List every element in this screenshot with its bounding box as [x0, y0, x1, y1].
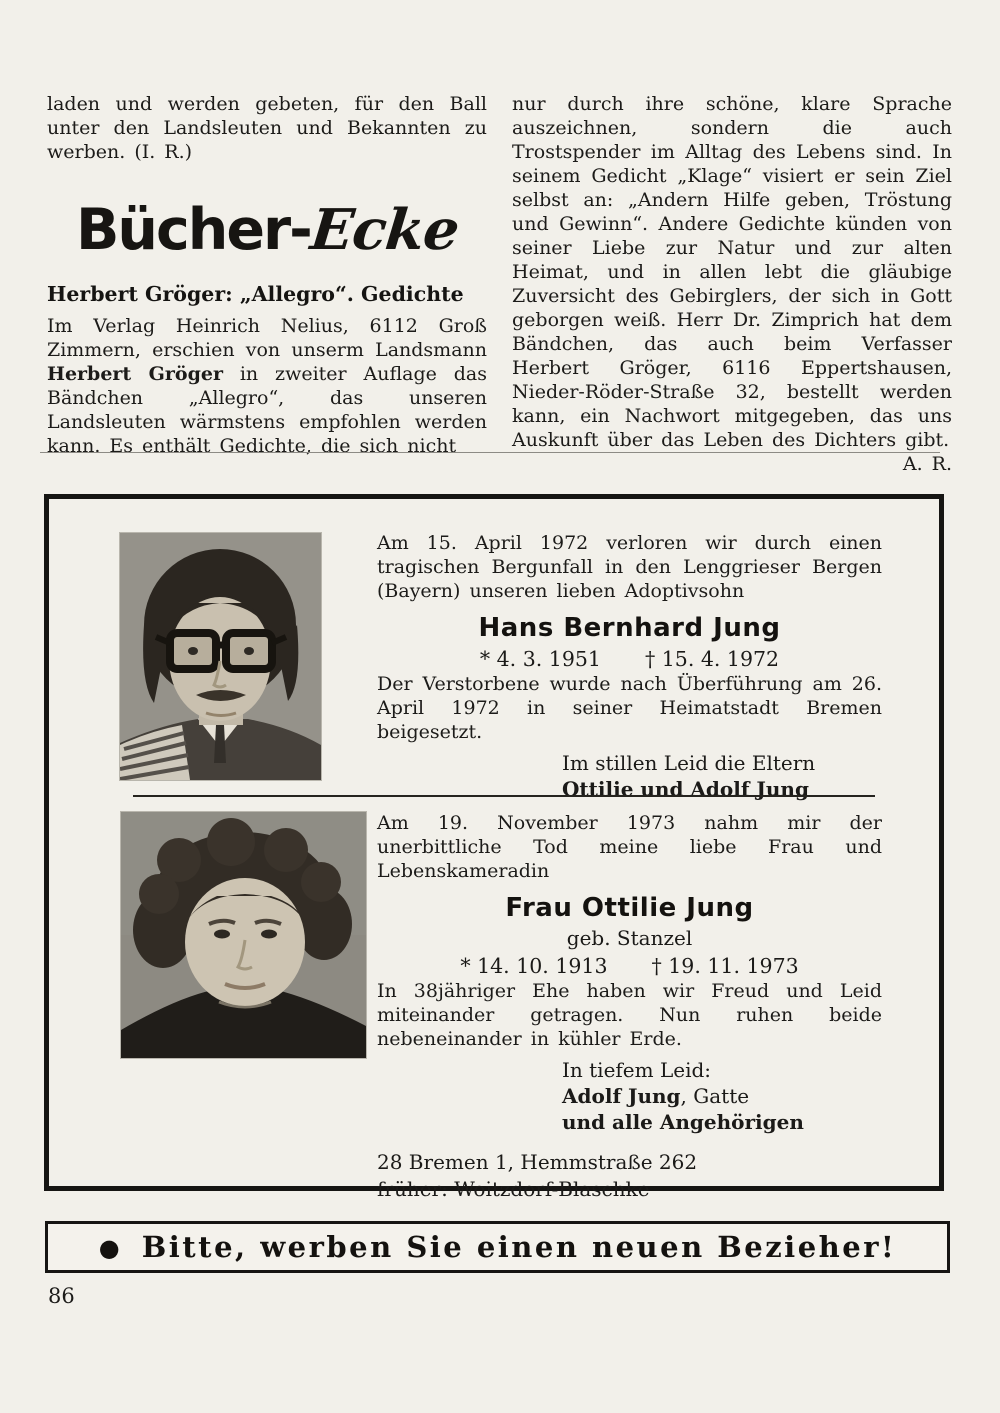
headline-script-part: Ecke	[307, 197, 462, 263]
life-dates	[377, 953, 882, 979]
mourner-line	[562, 1083, 882, 1109]
review-paragraph-continued	[512, 92, 952, 475]
address-line-1: 28 Bremen 1, Hemmstraße 262	[377, 1150, 698, 1174]
maiden-name: geb. Stanzel	[566, 926, 693, 950]
obituary-hans-bernhard-jung	[377, 531, 882, 802]
deceased-name: Frau Ottilie Jung	[505, 893, 754, 923]
review-author-name: Herbert Gröger	[47, 363, 223, 385]
birth-date: * 4. 3. 1951	[479, 647, 601, 671]
banner-text: Bitte, werben Sie einen neuen Bezieher!	[141, 1230, 897, 1264]
death-date: † 15. 4. 1972	[644, 647, 780, 671]
section-headline	[47, 198, 487, 268]
section-divider-line	[40, 452, 940, 453]
bullet-icon: ●	[98, 1232, 120, 1262]
mourner-relation: , Gatte	[680, 1084, 750, 1108]
review-title: Herbert Gröger: „Allegro“. Gedichte	[47, 282, 464, 306]
review-text-before: Im Verlag Heinrich Nelius, 6112 Groß Zimmern, erschien von unserm Landsmann	[47, 315, 487, 361]
article-right-column	[512, 92, 952, 476]
mourner-name: Adolf Jung	[562, 1084, 681, 1108]
review-text-after: in zweiter Auflage das Bändchen „Allegro“, das unseren Landsleuten wärmstens empfohlen werden kann. Es enthält Gedichte, die sich nicht	[47, 363, 487, 457]
obituary-body: Der Verstorbene wurde nach Überführung am 26. April 1972 in seiner Heimatstadt Bremen beigesetzt.	[377, 673, 882, 743]
obituary-body: In 38jähriger Ehe haben wir Freud und Leid miteinander getragen. Nun ruhen beide nebeneinander in kühler Erde.	[377, 980, 882, 1050]
mourning-line: Im stillen Leid die Eltern	[562, 751, 816, 775]
reviewer-initials: A. R.	[902, 453, 952, 475]
mourning-block	[562, 1057, 882, 1135]
mourners-names: Ottilie und Adolf Jung	[562, 777, 809, 801]
article-intro-paragraph: laden und werden gebeten, für den Ball unter den Landsleuten und Bekannten zu werben. (I. R.)	[47, 93, 487, 163]
death-date: † 19. 11. 1973	[651, 954, 799, 978]
deceased-name: Hans Bernhard Jung	[478, 613, 781, 643]
obituary-intro: Am 15. April 1972 verloren wir durch einen tragischen Bergunfall in den Lenggrieser Bergen (Bayern) unseren lieben Adoptivsohn	[377, 532, 882, 602]
review-paragraph	[47, 314, 487, 458]
obituary-ottilie-jung	[377, 811, 882, 1203]
portrait-photo-ottilie-jung	[121, 812, 366, 1058]
page-number: 86	[48, 1284, 75, 1308]
article-left-column	[47, 92, 487, 458]
address-block	[377, 1149, 882, 1203]
address-line-2: früher: Woitzdorf-Blaschke	[377, 1177, 650, 1201]
portrait-photo-hans-bernhard-jung	[120, 533, 321, 780]
life-dates	[377, 646, 882, 672]
obituary-intro: Am 19. November 1973 nahm mir der unerbittliche Tod meine liebe Frau und Lebenskameradin	[377, 812, 882, 882]
mourning-line: In tiefem Leid:	[562, 1058, 712, 1082]
review-text-continued: nur durch ihre schöne, klare Sprache auszeichnen, sondern die auch Trostspender im Alltag des Lebens sind. In seinem Gedicht „Klage“ visiert er sein Ziel selbst an: „Andern Hilfe geben, Tröstung und Gewinn“. Andere Gedichte künden von seiner Liebe zur Natur und zur alten Heimat, und in allen lebt die gläubige Zuversicht des Gebirglers, der sich in Gott geborgen weiß. Herr Dr. Zimprich hat dem Bändchen, das auch beim Verfasser Herbert Gröger, 6116 Eppertshausen, Nieder-Röder-Straße 32, bestellt werden kann, ein Nachwort mitgegeben, das uns Auskunft über das Leben des Dichters gibt.	[512, 93, 952, 451]
obituary-box	[44, 494, 944, 1201]
birth-date: * 14. 10. 1913	[460, 954, 608, 978]
obituary-divider-line	[133, 795, 875, 797]
mourners-all: und alle Angehörigen	[562, 1110, 804, 1134]
subscription-banner	[45, 1221, 950, 1273]
headline-bold-part: Bücher-	[75, 197, 311, 263]
